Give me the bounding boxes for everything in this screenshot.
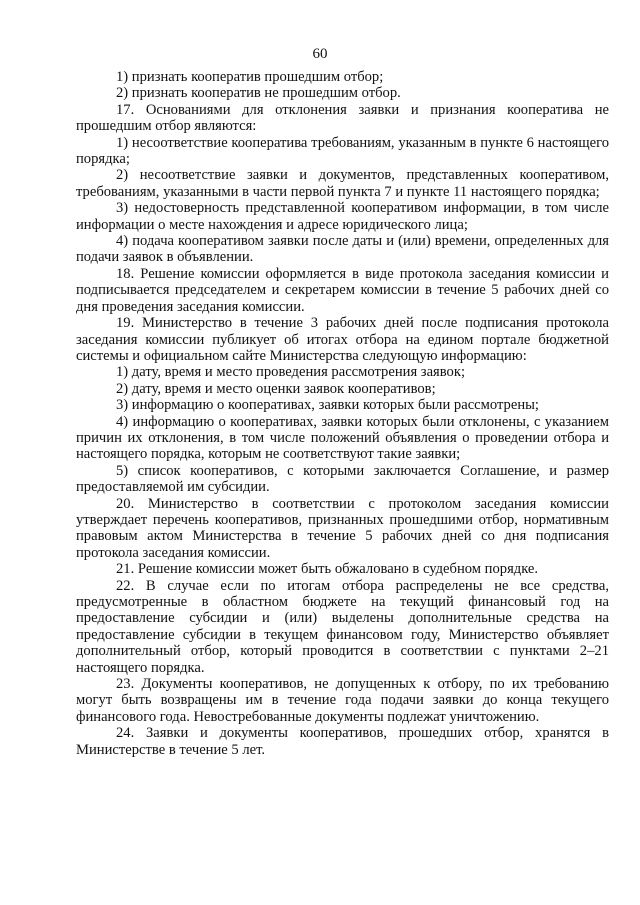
paragraph: 4) подача кооперативом заявки после даты и (или) времени, определенных для подачи заявок в объявлении. [76,233,609,266]
paragraph: 21. Решение комиссии может быть обжаловано в судебном порядке. [116,561,539,578]
document-body [76,69,609,758]
paragraph: 5) список кооперативов, с которыми заключается Соглашение, и размер предоставляемой им субсидии. [76,462,609,496]
paragraph: 22. В случае если по итогам отбора распределены не все средства, предусмотренные в областном бюджете на текущий финансовый год на предоставление субсидии и (или) выделены дополнительные средства на предоставление субсидии в текущем финансовом году, Министерство объявляет дополнительный отбор, который проводится в соответствии с пунктами 2–21 настоящего порядка. [76,577,609,676]
paragraph: 19. Министерство в течение 3 рабочих дней после подписания протокола заседания комиссии публикует об итогах отбора на едином портале бюджетной системы и официальном сайте Министерства следующую информацию: [76,315,609,364]
paragraph: 24. Заявки и документы кооперативов, прошедших отбор, хранятся в Министерстве в течение 5 лет. [76,725,609,758]
paragraph: 18. Решение комиссии оформляется в виде протокола заседания комиссии и подписывается председателем и секретарем комиссии в течение 5 рабочих дней со дня проведения заседания комиссии. [76,265,609,315]
paragraph: 20. Министерство в соответствии с протоколом заседания комиссии утверждает перечень кооперативов, признанных прошедшими отбор, нормативным правовым актом Министерства в течение 5 рабочих дней со дня подписания протокола заседания комиссии. [76,495,609,561]
paragraph: 3) информацию о кооперативах, заявки которых были рассмотрены; [116,397,539,414]
paragraph: 2) дату, время и место оценки заявок кооперативов; [116,380,436,397]
paragraph: 1) признать кооператив прошедшим отбор; [116,69,384,85]
paragraph: 4) информацию о кооперативах, заявки которых были отклонены, с указанием причин их отклонения, в том числе положений объявления о проведении отбора и настоящего порядка, которым не соответствуют такие заявки; [76,413,609,463]
paragraph: 2) несоответствие заявки и документов, представленных кооперативом, требованиям, указанными в части первой пункта 7 и пункте 11 настоящего порядка; [76,167,609,200]
paragraph: 1) дату, время и место проведения рассмотрения заявок; [116,364,465,381]
page-number: 60 [312,46,328,62]
paragraph: 23. Документы кооперативов, не допущенных к отбору, по их требованию могут быть возвращены им в течение года подачи заявки до конца текущего финансового года. Невостребованные документы подлежат уничтожению. [76,676,609,725]
paragraph: 3) недостоверность представленной кооперативом информации, в том числе информации о месте нахождения и адресе юридического лица; [76,200,609,233]
paragraph: 17. Основаниями для отклонения заявки и признания кооператива не прошедшим отбор являются: [76,101,609,135]
paragraph: 1) несоответствие кооператива требованиям, указанным в пункте 6 настоящего порядка; [76,134,609,168]
paragraph: 2) признать кооператив не прошедшим отбор. [116,85,401,102]
